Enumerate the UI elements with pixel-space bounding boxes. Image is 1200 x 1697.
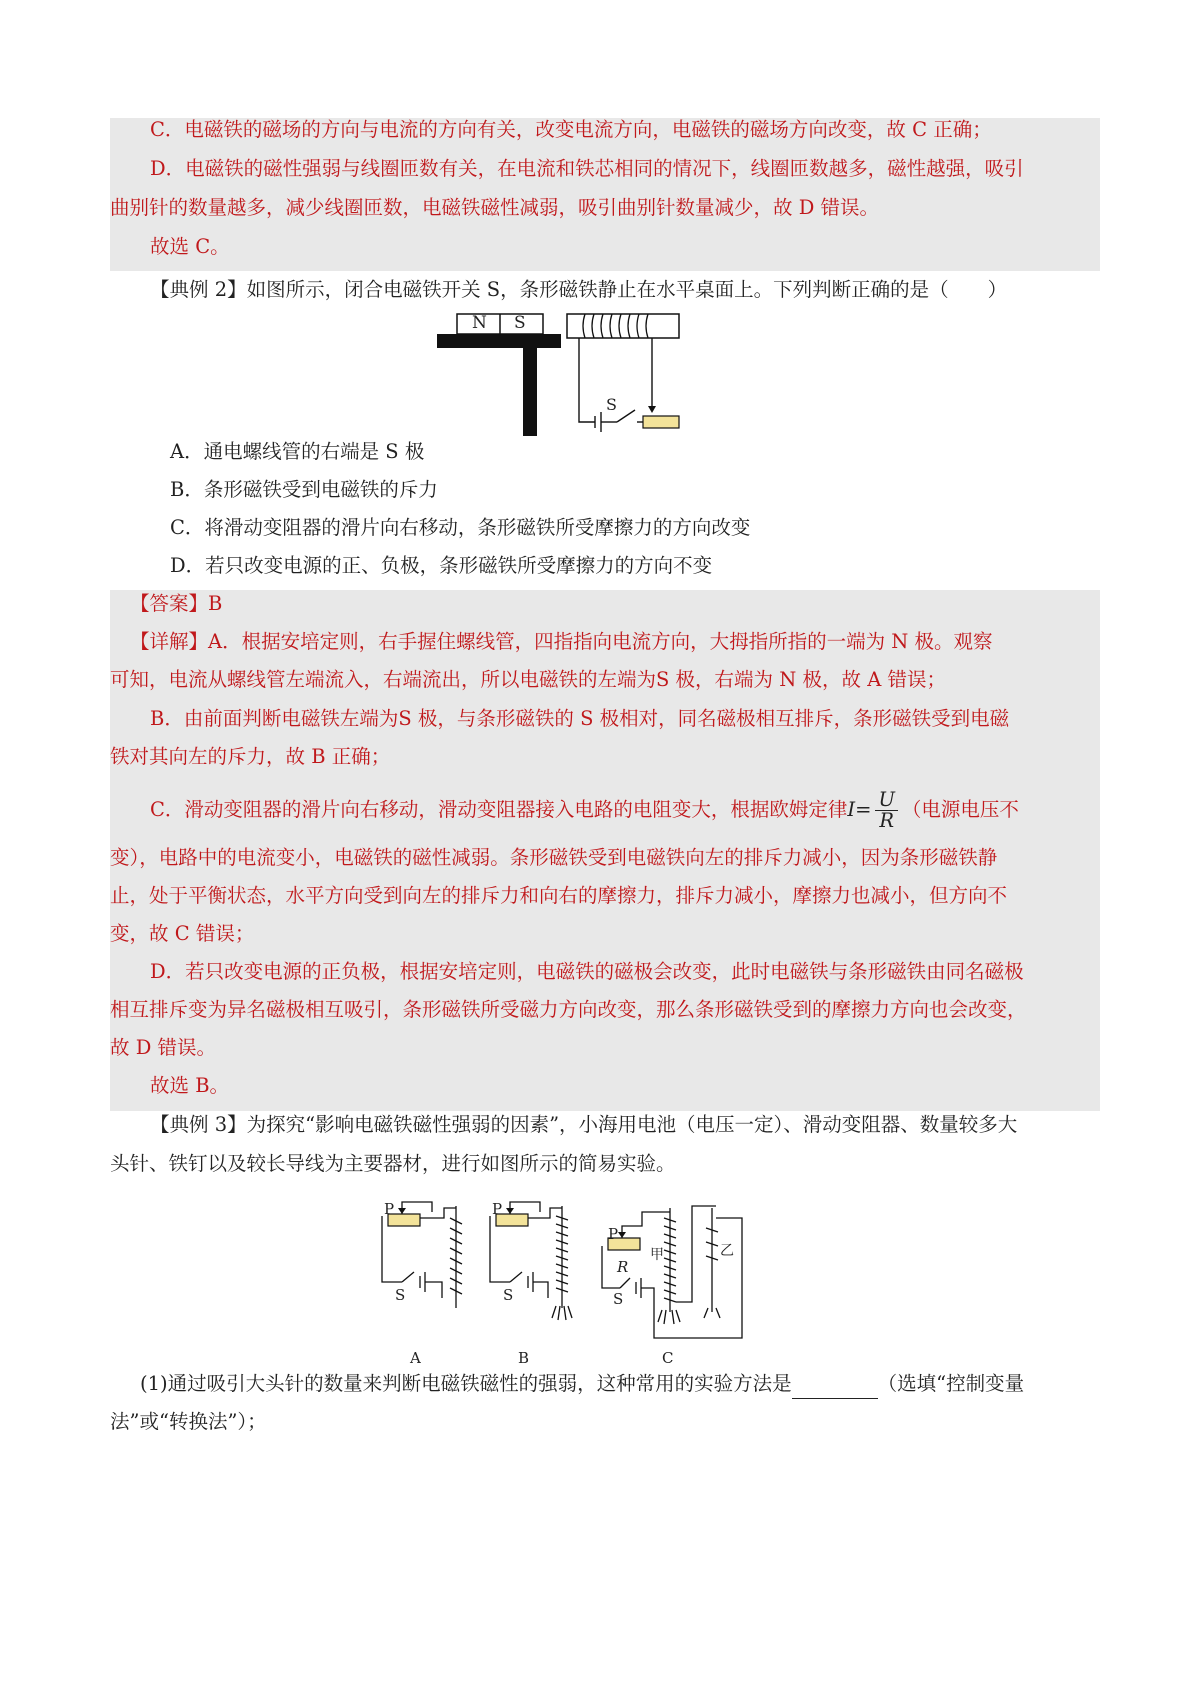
ex1-option-c-explanation: C．电磁铁的磁场的方向与电流的方向有关，改变电流方向，电磁铁的磁场方向改变，故 C 正确； — [150, 118, 992, 141]
ex2-detail-c-text: C．滑动变阻器的滑片向右移动，滑动变阻器接入电路的电阻变大，根据欧姆定律 — [150, 798, 848, 821]
ex3-subquestion-1-options: （选填“控制变量 — [877, 1372, 1025, 1395]
ex2-detail-c-line4: 变，故 C 错误； — [110, 922, 255, 945]
ex3-subquestion-1-text: (1)通过吸引大头针的数量来判断电磁铁磁性的强弱，这种常用的实验方法是 — [140, 1372, 792, 1395]
ex3-fig-caption-a: A — [410, 1349, 421, 1367]
ohm-law-fraction — [875, 790, 897, 831]
ex2-detail-d-line3: 故 D 错误。 — [110, 1036, 217, 1059]
ex2-detail-c-line3: 止，处于平衡状态，水平方向受到向左的排斥力和向右的摩擦力，排斥力减小，摩擦力也减小，但方向不 — [110, 884, 1008, 907]
formula-voltage: U — [875, 790, 897, 811]
ex2-answer: 【答案】B — [130, 592, 223, 615]
ex2-option-c: C．将滑动变阻器的滑片向右移动，条形磁铁所受摩擦力的方向改变 — [170, 516, 751, 539]
ex2-detail-a-line2: 可知，电流从螺线管左端流入，右端流出，所以电磁铁的左端为S 极，右端为 N 极，故 A 错误； — [110, 668, 946, 691]
ex3-question-line1: 【典例 3】为探究“影响电磁铁磁性强弱的因素”，小海用电池（电压一定）、滑动变阻器、数量较多大 — [150, 1113, 1018, 1136]
ex2-detail-c-tail: （电源电压不 — [901, 798, 1019, 821]
ex2-detail-c-line2: 变），电路中的电流变小，电磁铁的磁性减弱。条形磁铁受到电磁铁向左的排斥力减小，因为条形磁铁静 — [110, 846, 998, 869]
ex2-detail-a-line1: 【详解】A．根据安培定则，右手握住螺线管，四指指向电流方向，大拇指所指的一端为 N 极。观察 — [130, 630, 993, 653]
ex2-option-b: B．条形磁铁受到电磁铁的斥力 — [170, 478, 438, 501]
ex2-question: 【典例 2】如图所示，闭合电磁铁开关 S，条形磁铁静止在水平桌面上。下列判断正确的是（ ） — [150, 278, 1008, 301]
ex2-option-d: D．若只改变电源的正、负极，条形磁铁所受摩擦力的方向不变 — [170, 554, 713, 577]
ex3-fig-c-s: S — [613, 1290, 624, 1308]
ex3-fig-c-r: R — [617, 1258, 629, 1276]
ex2-detail-b-line2: 铁对其向左的斥力，故 B 正确； — [110, 745, 391, 768]
formula-current: I — [847, 798, 856, 821]
ex3-fig-c-jia: 甲 — [650, 1247, 664, 1263]
ex2-choice: 故选 B。 — [150, 1074, 230, 1097]
ex3-subquestion-1-line2: 法”或“转换法”）； — [110, 1410, 267, 1433]
formula-equals: = — [855, 798, 872, 821]
ex3-fig-b-s: S — [503, 1286, 514, 1304]
ex3-fig-caption-c: C — [662, 1349, 674, 1367]
ex2-detail-d-line2: 相互排斥变为异名磁极相互吸引，条形磁铁所受磁力方向改变，那么条形磁铁受到的摩擦力方向也会改变， — [110, 998, 1027, 1021]
ex1-choice: 故选 C。 — [150, 235, 230, 258]
ex1-option-d-explanation-line1: D．电磁铁的磁性强弱与线圈匝数有关，在电流和铁芯相同的情况下，线圈匝数越多，磁性越强，吸引 — [150, 157, 1024, 180]
ex3-subquestion-1-line1 — [140, 1369, 1024, 1399]
ex3-figure — [372, 1198, 772, 1358]
ex3-question-line2: 头针、铁钉以及较长导线为主要器材，进行如图所示的简易实验。 — [110, 1152, 676, 1175]
ex3-fig-c-p: P — [608, 1225, 619, 1243]
ex2-detail-b-line1: B．由前面判断电磁铁左端为S 极，与条形磁铁的 S 极相对，同名磁极相互排斥，条形磁铁受到电磁 — [150, 707, 1010, 730]
ex1-option-d-explanation-line2: 曲别针的数量越多，减少线圈匝数，电磁铁磁性减弱，吸引曲别针数量减少，故 D 错误。 — [110, 196, 880, 219]
ex3-fig-b-p: P — [492, 1200, 503, 1218]
ex2-fig-magnet-s: S — [514, 313, 526, 333]
ex3-fig-a-p: P — [384, 1200, 395, 1218]
ex2-detail-c-line1 — [150, 790, 1019, 831]
ex3-fig-a-s: S — [395, 1286, 406, 1304]
ex2-fig-switch-s: S — [606, 395, 617, 414]
ex3-fig-caption-b: B — [518, 1349, 530, 1367]
ex2-option-a: A．通电螺线管的右端是 S 极 — [170, 440, 425, 463]
ex3-fig-c-yi: 乙 — [720, 1243, 734, 1259]
answer-blank[interactable] — [792, 1378, 878, 1399]
formula-resistance: R — [879, 809, 895, 832]
ex2-fig-magnet-n: N — [472, 313, 487, 333]
ex2-detail-d-line1: D．若只改变电源的正负极，根据安培定则，电磁铁的磁极会改变，此时电磁铁与条形磁铁由同名磁极 — [150, 960, 1024, 983]
